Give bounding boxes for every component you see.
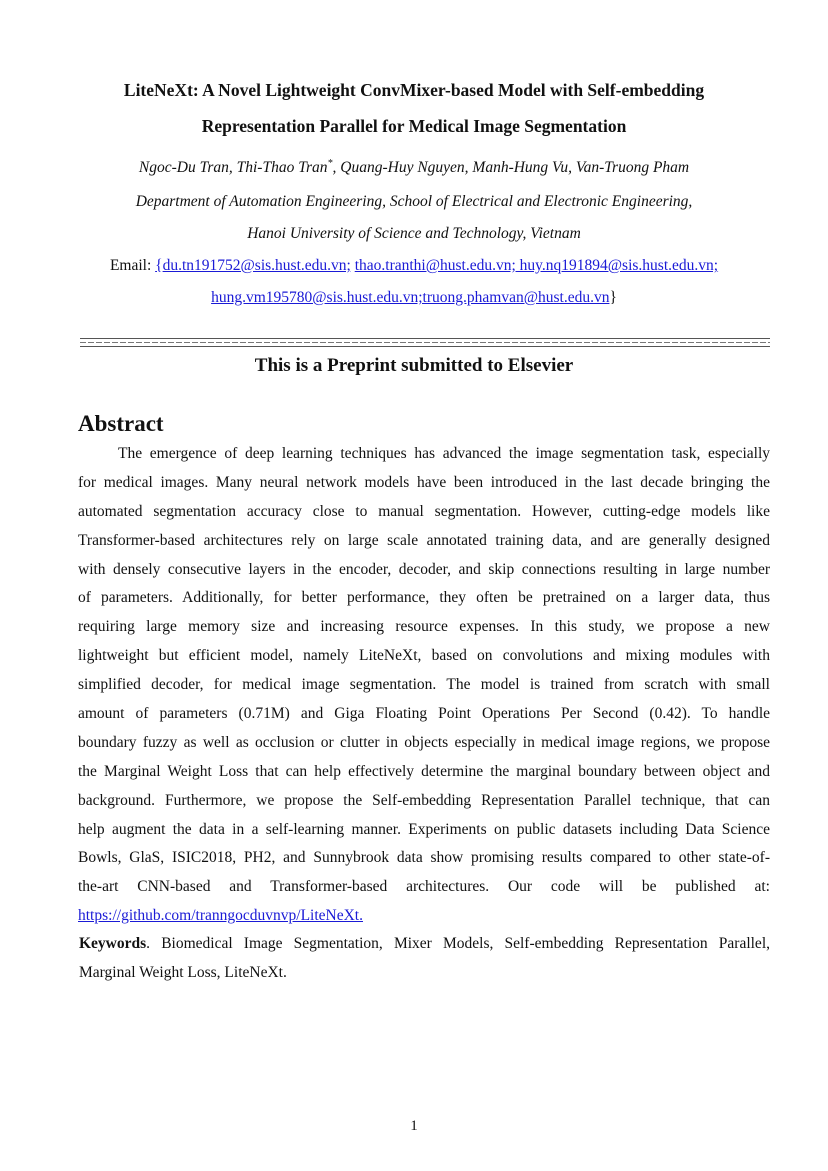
- abstract-line: The emergence of deep learning techniques has advanced the image segmentation task, especially: [118, 445, 770, 462]
- abstract-line: for medical images. Many neural network models have been introduced in the last decade bringing the: [78, 473, 770, 491]
- email-label: Email:: [109, 257, 156, 274]
- abstract-line: help augment the data in a self-learning manner. Experiments on public datasets including Data Science: [78, 820, 770, 838]
- keywords-label: Keywords: [79, 935, 147, 952]
- section-separator: [80, 338, 770, 347]
- affiliation-line-1: Department of Automation Engineering, School of Electrical and Electronic Engineering,: [135, 193, 693, 210]
- abstract-line: Bowls, GlaS, ISIC2018, PH2, and Sunnybrook data show promising results compared to other state-of-: [78, 849, 770, 867]
- affiliation-line-2: Hanoi University of Science and Technology, Vietnam: [247, 225, 581, 242]
- abstract-line: with densely consecutive layers in the encoder, decoder, and skip connections resulting in large number: [78, 560, 770, 578]
- email-link-3[interactable]: hung.vm195780@sis.hust.edu.vn;truong.phamvan@hust.edu.vn: [211, 289, 610, 306]
- preprint-notice: This is a Preprint submitted to Elsevier: [254, 355, 574, 376]
- abstract-line: boundary fuzzy as well as occlusion or clutter in objects especially in medical image regions, we propose: [78, 733, 770, 751]
- abstract-line: lightweight but efficient model, namely LiteNeXt, based on convolutions and mixing modules with: [78, 647, 770, 665]
- abstract-line: background. Furthermore, we propose the Self-embedding Representation Parallel technique, that can: [78, 791, 770, 809]
- email-line-2: [0, 289, 828, 307]
- abstract-line: the Marginal Weight Loss that can help effectively determine the marginal boundary between object and: [78, 762, 770, 780]
- abstract-line: of parameters. Additionally, for better performance, they often be pretrained on a larger data, thus: [78, 589, 770, 607]
- keywords-text-1: . Biomedical Image Segmentation, Mixer Models, Self-embedding Representation Parallel,: [146, 935, 770, 952]
- paper-title: [0, 72, 828, 144]
- email-link-2[interactable]: thao.tranthi@hust.edu.vn; huy.nq191894@sis.hust.edu.vn;: [354, 257, 719, 274]
- authors-rest: , Quang-Huy Nguyen, Manh-Hung Vu, Van-Truong Pham: [332, 159, 690, 177]
- keywords-block: [79, 929, 770, 987]
- email-line-1: [0, 257, 828, 275]
- abstract-line: simplified decoder, for medical image segmentation. The model is trained from scratch with small: [78, 676, 770, 694]
- keywords-line-2: Marginal Weight Loss, LiteNeXt.: [79, 964, 287, 981]
- abstract-line: the-art CNN-based and Transformer-based architectures. Our code will be published at:: [78, 878, 770, 896]
- abstract-heading: Abstract: [78, 411, 164, 436]
- abstract-line: automated segmentation accuracy close to manual segmentation. However, cutting-edge models like: [78, 502, 770, 520]
- abstract-body: [78, 440, 770, 931]
- title-line-2: Representation Parallel for Medical Image Segmentation: [201, 116, 627, 136]
- abstract-line: amount of parameters (0.71M) and Giga Floating Point Operations Per Second (0.42). To handle: [78, 705, 770, 723]
- code-repository-link[interactable]: https://github.com/tranngocduvnvp/LiteNeXt.: [78, 907, 363, 925]
- authors-first: Ngoc-Du Tran, Thi-Thao Tran: [138, 159, 328, 177]
- page-number: 1: [410, 1118, 418, 1134]
- title-line-1: LiteNeXt: A Novel Lightweight ConvMixer-based Model with Self-embedding: [123, 80, 705, 100]
- corresponding-author-mark: *: [327, 158, 333, 169]
- keywords-line-1: [79, 929, 770, 958]
- abstract-line: requiring large memory size and increasing resource expenses. In this study, we propose a new: [78, 618, 770, 636]
- abstract-line-link: [78, 902, 770, 931]
- email-link-1[interactable]: {du.tn191752@sis.hust.edu.vn;: [155, 257, 351, 274]
- author-list: [0, 158, 828, 177]
- abstract-line: Transformer-based architectures rely on large scale annotated training data, and are generally designed: [78, 531, 770, 549]
- email-close-brace: }: [609, 289, 617, 306]
